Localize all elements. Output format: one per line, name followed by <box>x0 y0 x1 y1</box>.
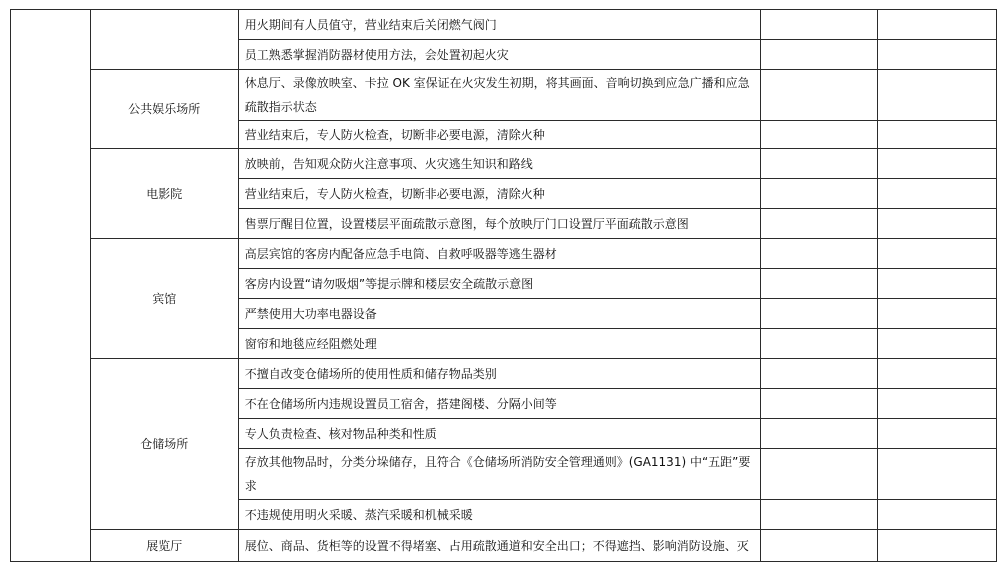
item-cell: 营业结束后，专人防火检查，切断非必要电源，清除火种 <box>238 121 760 149</box>
item-cell: 高层宾馆的客房内配备应急手电筒、自救呼吸器等逃生器材 <box>238 239 760 269</box>
place-cell-warehouse: 仓储场所 <box>90 359 238 530</box>
place-cell-cinema: 电影院 <box>90 149 238 239</box>
check-result-cell[interactable] <box>760 419 877 449</box>
item-cell: 营业结束后，专人防火检查，切断非必要电源，清除火种 <box>238 179 760 209</box>
remark-cell[interactable] <box>877 10 996 40</box>
check-result-cell[interactable] <box>760 239 877 269</box>
table-row <box>11 10 997 40</box>
item-cell: 放映前，告知观众防火注意事项、火灾逃生知识和路线 <box>238 149 760 179</box>
remark-cell[interactable] <box>877 359 996 389</box>
item-cell: 员工熟悉掌握消防器材使用方法，会处置初起火灾 <box>238 40 760 70</box>
remark-cell[interactable] <box>877 179 996 209</box>
remark-cell[interactable] <box>877 389 996 419</box>
item-cell: 不擅自改变仓储场所的使用性质和储存物品类别 <box>238 359 760 389</box>
remark-cell[interactable] <box>877 209 996 239</box>
check-result-cell[interactable] <box>760 70 877 121</box>
check-result-cell[interactable] <box>760 449 877 500</box>
check-result-cell[interactable] <box>760 209 877 239</box>
check-result-cell[interactable] <box>760 530 877 562</box>
table-row <box>11 149 997 179</box>
item-cell: 客房内设置“请勿吸烟”等提示牌和楼层安全疏散示意图 <box>238 269 760 299</box>
remark-cell[interactable] <box>877 419 996 449</box>
check-result-cell[interactable] <box>760 329 877 359</box>
check-result-cell[interactable] <box>760 149 877 179</box>
category-column-blank <box>11 10 91 562</box>
check-result-cell[interactable] <box>760 299 877 329</box>
item-cell: 存放其他物品时，分类分垛储存，且符合《仓储场所消防安全管理通则》(GA1131) 中“五距”要求 <box>238 449 760 500</box>
remark-cell[interactable] <box>877 239 996 269</box>
check-result-cell[interactable] <box>760 179 877 209</box>
remark-cell[interactable] <box>877 530 996 562</box>
check-result-cell[interactable] <box>760 10 877 40</box>
check-result-cell[interactable] <box>760 500 877 530</box>
check-result-cell[interactable] <box>760 269 877 299</box>
check-result-cell[interactable] <box>760 40 877 70</box>
table-row <box>11 530 997 562</box>
place-cell-exhibition-hall: 展览厅 <box>90 530 238 562</box>
item-cell: 严禁使用大功率电器设备 <box>238 299 760 329</box>
remark-cell[interactable] <box>877 299 996 329</box>
remark-cell[interactable] <box>877 449 996 500</box>
item-cell: 窗帘和地毯应经阻燃处理 <box>238 329 760 359</box>
table-row <box>11 70 997 121</box>
place-cell-continued <box>90 10 238 70</box>
remark-cell[interactable] <box>877 329 996 359</box>
check-result-cell[interactable] <box>760 121 877 149</box>
remark-cell[interactable] <box>877 70 996 121</box>
item-cell: 用火期间有人员值守，营业结束后关闭燃气阀门 <box>238 10 760 40</box>
remark-cell[interactable] <box>877 40 996 70</box>
remark-cell[interactable] <box>877 269 996 299</box>
fire-safety-checklist-table <box>10 9 997 562</box>
table-row <box>11 359 997 389</box>
item-cell: 休息厅、录像放映室、卡拉 OK 室保证在火灾发生初期，将其画面、音响切换到应急广播和应急疏散指示状态 <box>238 70 760 121</box>
item-cell: 不违规使用明火采暖、蒸汽采暖和机械采暖 <box>238 500 760 530</box>
item-cell: 展位、商品、货柜等的设置不得堵塞、占用疏散通道和安全出口；不得遮挡、影响消防设施、灭 <box>238 530 760 562</box>
place-cell-hotel: 宾馆 <box>90 239 238 359</box>
check-result-cell[interactable] <box>760 359 877 389</box>
remark-cell[interactable] <box>877 500 996 530</box>
remark-cell[interactable] <box>877 121 996 149</box>
item-cell: 售票厅醒目位置，设置楼层平面疏散示意图，每个放映厅门口设置厅平面疏散示意图 <box>238 209 760 239</box>
checklist-document <box>10 9 997 562</box>
item-cell: 不在仓储场所内违规设置员工宿舍，搭建阁楼、分隔小间等 <box>238 389 760 419</box>
place-cell-public-entertainment: 公共娱乐场所 <box>90 70 238 149</box>
remark-cell[interactable] <box>877 149 996 179</box>
item-cell: 专人负责检查、核对物品种类和性质 <box>238 419 760 449</box>
table-row <box>11 239 997 269</box>
check-result-cell[interactable] <box>760 389 877 419</box>
